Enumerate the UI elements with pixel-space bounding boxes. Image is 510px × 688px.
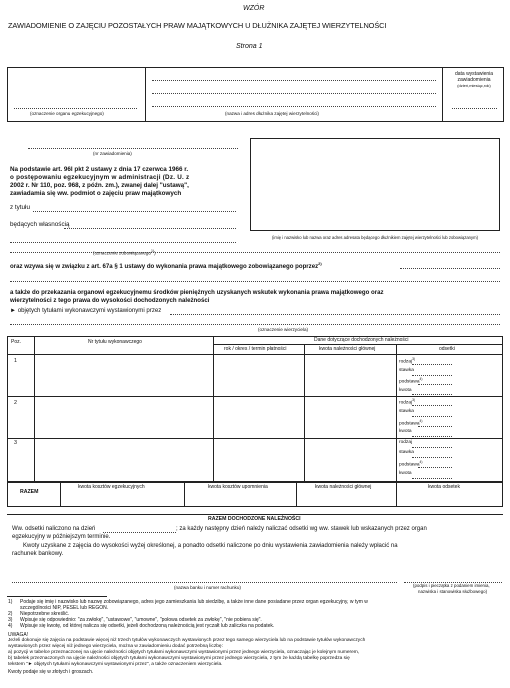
line-2[interactable]: [10, 281, 500, 282]
bedacych-label: będących własnością: [10, 221, 70, 228]
nr-label: (nr zawiadomienia): [93, 151, 132, 156]
debtor-field-3[interactable]: [152, 106, 436, 107]
header-odsetki: odsetki: [439, 346, 455, 352]
organ-field[interactable]: [14, 108, 137, 109]
przekazanie-1: a także do przekazania organowi egzekucyjnemu środków pieniężnych uzyskanych wskutek wykonania prawa majątkowego oraz: [10, 289, 384, 296]
legal-basis-3: 2002 r. Nr 110, poz. 968, z późn. zm.), zwanej dalej "ustawą",: [10, 182, 189, 189]
razem-naleznosci: kwota należności głównej: [315, 484, 372, 490]
page-number: Strona 1: [236, 43, 263, 50]
razem-upomnienia: kwota kosztów upomnienia: [208, 484, 268, 490]
bank-field[interactable]: [12, 582, 397, 583]
addressee-box: [250, 138, 500, 231]
debtor-field-2[interactable]: [152, 93, 436, 94]
legal-basis-4: zawiadamia się ww. podmiot o zajęciu praw majątkowych: [10, 190, 182, 197]
debtor-label: (nazwa i adres dłużnika zajętej wierzytelności): [225, 111, 319, 116]
header-nr: Nr tytułu wykonawczego: [88, 339, 142, 345]
footnote-1b: szczególności NIP, PESEL lub REGON.: [20, 605, 109, 611]
uwaga-a: a) pozycji w tabelce przeznaczonej na ujęcie należności objętych tytułami wykonawczymi wystawionymi przez jednego wierzyciela, oznaczając je kolejnym numerem,: [8, 650, 360, 655]
header-poz: Poz.: [11, 339, 22, 345]
uwaga-l1: Jeżeli dokonuje się zajęcia na podstawie więcej niż trzech tytułów wykonawczych wystawionych przez tego samego wierzyciela lub na podstawie tytułów wykonawczych: [8, 638, 366, 643]
addressee-label: (imię i nazwisko lub nazwa oraz adres adresata będącego dłużnikiem zajętej wierzytelności lub zobowiązanym): [272, 235, 478, 240]
objetych-field[interactable]: [170, 314, 500, 315]
row-1-poz: 1: [14, 358, 17, 364]
header-kwota: kwota należności głównej: [319, 346, 376, 352]
razem-odsetek: kwota odsetek: [428, 484, 460, 490]
odsetki-text-2: egzekucyjny w późniejszym terminie.: [12, 534, 111, 540]
signature-label-1: (podpis i pieczątka z podaniem imienia,: [413, 583, 490, 588]
odsetki-text-1a: Ww. odsetki naliczono na dzień: [12, 526, 96, 532]
footnote-2: 2) Niepotrzebne skreślić.: [8, 611, 70, 617]
footnote-1: 1) Podaje się imię i nazwisko lub nazwę zobowiązanego, adres jego zamieszkania lub siedzibę, a także inne dane posiadane przez organ egzekucyjny, w tym w: [8, 599, 368, 605]
header-dane: Dane dotyczące dochodzonych należności: [314, 337, 409, 343]
objetych-text: ► objętych tytułami wykonawczymi wystawionymi przez: [10, 307, 162, 314]
line-3[interactable]: [10, 324, 500, 325]
razem-label: RAZEM: [20, 489, 39, 495]
kwoty-text-4: rachunek bankowy.: [12, 551, 64, 557]
document-title: ZAWIADOMIENIE O ZAJĘCIU POZOSTAŁYCH PRAW MAJĄTKOWYCH U DŁUŻNIKA ZAJĘTEJ WIERZYTELNOŚCI: [8, 21, 387, 30]
wzywa-field[interactable]: [400, 268, 500, 269]
z-tytulu-label: z tytułu: [10, 204, 30, 211]
uwaga-b2: tekstem "► objętych tytułami wykonawczymi wystawionymi przez", a także oznaczeniem wierzyciela.: [8, 662, 223, 667]
uwaga-last: Kwoty podaje się w złotych i groszach.: [8, 669, 94, 675]
wzywa-text: oraz wzywa się w związku z art. 67a § 1 ustawy do wykonania prawa majątkowego zobowiązanego poprzez$^{2)}$: [10, 261, 322, 271]
wierzyciel-label: (oznaczenie wierzyciela): [258, 327, 309, 332]
uwaga-b1: b) tabelek przeznaczonych na ujęcie należności objętych tytułami wykonawczymi wystawionymi przez jednego wierzyciela, z tym że każdą tabelkę poprzedza się: [8, 656, 350, 661]
legal-basis-2: o postępowaniu egzekucyjnym w administracji (Dz. U. z: [10, 174, 190, 181]
razem-koszty: kwota kosztów egzekucyjnych: [78, 484, 145, 490]
z-tytulu-field[interactable]: [33, 211, 236, 212]
bedacych-field[interactable]: [64, 228, 236, 229]
uwaga-l2: wystawionych przez więcej niż jednego wierzyciela, można w zawiadomieniu dodać potrzebną liczbę:: [8, 644, 223, 649]
line-1[interactable]: [10, 252, 500, 253]
date-title: data wystawienia zawiadomienia: [454, 71, 494, 83]
row-3-poz: 3: [14, 440, 17, 446]
date-format: (dzień,miesiąc,rok): [457, 83, 491, 88]
razem-dochodzone-title: RAZEM DOCHODZONE NALEŻNOŚCI: [208, 516, 301, 522]
header-rok: rok / okres / termin płatności: [224, 346, 287, 352]
kwoty-text-3: Kwoty uzyskane z zajęcia do wysokości wyżej określonej, a ponadto odsetki naliczone po dniu wystawienia zawiadomienia należy wpłacić na: [23, 543, 398, 549]
footnote-3: 3) Wpisuje się odpowiednio: "za zwłokę", "ustawowe", "umowne", "połowa odsetek za zwłokę", "nie pobiera się".: [8, 617, 262, 623]
zobowiazany-field[interactable]: [10, 242, 236, 243]
nr-field[interactable]: [28, 148, 238, 149]
uwaga-title: UWAGA!: [8, 632, 29, 638]
bank-label: (nazwa banku i numer rachunku): [174, 585, 241, 590]
template-label: WZÓR: [243, 5, 265, 12]
przekazanie-2: wierzytelności z tego prawa do wysokości dochodzonych należności: [10, 297, 210, 304]
footnote-4: 4) Wpisuje się kwotę, od której nalicza się odsetki, jeżeli dochodzoną należnością jest ryczałt lub zaliczka na podatek.: [8, 623, 275, 629]
signature-label-2: nazwiska i stanowiska służbowego): [418, 589, 488, 594]
odsetki-text-1b: ; za każdy następny dzień należy naliczać odsetki wg ww. stawek lub wskazanych przez organ: [176, 526, 427, 532]
debtor-field-1[interactable]: [152, 80, 436, 81]
zobowiazany-label: (oznaczenie zobowiązanego$^{1)}$): [93, 249, 156, 256]
odsetki-date-field[interactable]: [103, 532, 176, 533]
organ-label: (oznaczenie organu egzekucyjnego): [30, 111, 104, 116]
claims-table: [7, 336, 503, 482]
date-field[interactable]: [452, 108, 497, 109]
row-2-poz: 2: [14, 400, 17, 406]
legal-basis-1: Na podstawie art. 96l pkt 2 ustawy z dnia 17 czerwca 1966 r.: [10, 166, 189, 173]
